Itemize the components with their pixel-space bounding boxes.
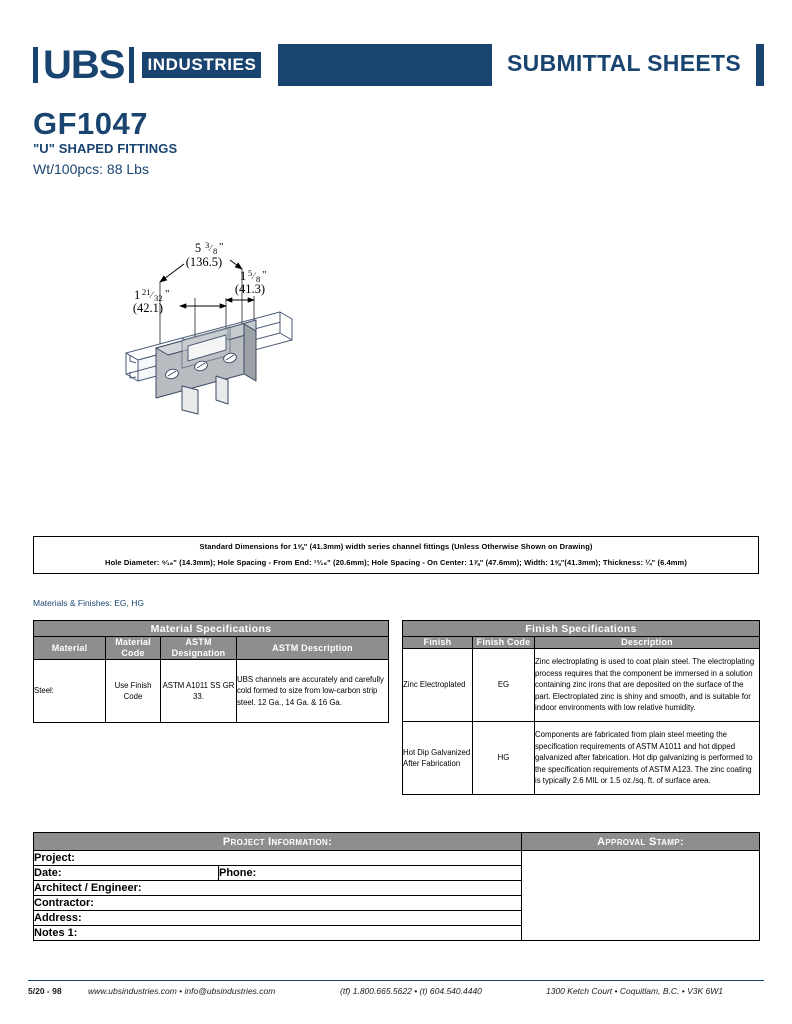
standard-dimensions-box bbox=[33, 536, 759, 574]
svg-text:3: 3 bbox=[205, 240, 210, 250]
field-contractor[interactable]: Contractor: bbox=[34, 896, 522, 911]
svg-text:5: 5 bbox=[248, 268, 253, 278]
company-logo bbox=[28, 40, 278, 90]
col-finish-code: Finish Code bbox=[473, 637, 535, 649]
col-finish-description: Description bbox=[535, 637, 760, 649]
footer-web-contact[interactable]: www.ubsindustries.com • info@ubsindustries.com bbox=[88, 986, 276, 996]
col-material-code: Material Code bbox=[106, 637, 161, 660]
table-header-row bbox=[403, 621, 760, 637]
logo-ubs-text: UBS bbox=[43, 43, 125, 87]
col-material: Material bbox=[34, 637, 106, 660]
svg-text:1: 1 bbox=[134, 288, 141, 302]
field-date[interactable]: Date: bbox=[34, 866, 219, 881]
footer-divider bbox=[28, 980, 764, 981]
field-phone[interactable]: Phone: bbox=[219, 866, 522, 881]
cell-finish-code-eg: EG bbox=[473, 649, 535, 722]
table-row bbox=[34, 660, 389, 723]
cell-astm-designation: ASTM A1011 SS GR 33. bbox=[161, 660, 237, 723]
field-architect-engineer[interactable]: Architect / Engineer: bbox=[34, 881, 522, 896]
table-header-row bbox=[34, 621, 389, 637]
page-title: GF1047 bbox=[33, 106, 149, 141]
approval-stamp-area[interactable] bbox=[522, 851, 760, 941]
field-address[interactable]: Address: bbox=[34, 911, 522, 926]
standard-dimensions-line-1: Standard Dimensions for 1⅝" (41.3mm) width series channel fittings (Unless Otherwise Shown on Drawing) bbox=[199, 542, 593, 551]
cell-finish-description-hg: Components are fabricated from plain steel meeting the specification requirements of ASTM A1011 and hot dipped galvanized after fabrication. Hot dip galvanizing is performed to the specification requirements of ASTM A123. The zinc coating is typically 2.6 MIL or 1.5 oz./sq. ft. of surface area. bbox=[535, 722, 760, 795]
field-project[interactable]: Project: bbox=[34, 851, 522, 866]
svg-text:(136.5): (136.5) bbox=[185, 255, 223, 269]
col-astm-description: ASTM Description bbox=[237, 637, 389, 660]
table-header-row bbox=[403, 637, 760, 649]
svg-text:(41.3): (41.3) bbox=[234, 282, 266, 296]
product-subtitle: "U" SHAPED FITTINGS bbox=[33, 141, 178, 156]
cell-astm-description: UBS channels are accurately and carefully cold formed to size from low-carbon strip steel. 12 Ga., 14 Ga. & 16 Ga. bbox=[237, 660, 389, 723]
col-astm-designation: ASTM Designation bbox=[161, 637, 237, 660]
svg-text:⁄: ⁄ bbox=[253, 271, 255, 281]
logo-left-bar-icon bbox=[33, 47, 38, 83]
submittal-sheets-banner bbox=[492, 40, 756, 86]
svg-text:8: 8 bbox=[256, 274, 261, 284]
footer-phone: (tf) 1.800.665.5622 • (t) 604.540.4440 bbox=[340, 986, 482, 996]
table-row bbox=[403, 649, 760, 722]
project-information-header: Project Information: bbox=[34, 833, 522, 851]
page-footer bbox=[28, 985, 764, 1001]
svg-text:5: 5 bbox=[194, 241, 202, 255]
material-spec-title: Material Specifications bbox=[34, 621, 389, 637]
cell-finish-description-eg: Zinc electroplating is used to coat plain steel. The electroplating process requires that the component be immersed in a solution containing zinc irons that are deposited on the surface of the part. Electroplated zinc is shiny and smooth, and is suitable for indoor environments with low relative humidity. bbox=[535, 649, 760, 722]
cell-finish-code-hg: HG bbox=[473, 722, 535, 795]
svg-text:32: 32 bbox=[154, 293, 163, 303]
product-weight: Wt/100pcs: 88 Lbs bbox=[33, 161, 149, 177]
svg-text:⁄: ⁄ bbox=[151, 290, 153, 300]
cell-material-code: Use Finish Code bbox=[106, 660, 161, 723]
material-specifications-table bbox=[33, 620, 389, 723]
svg-text:(42.1): (42.1) bbox=[132, 301, 164, 315]
col-finish: Finish bbox=[403, 637, 473, 649]
cell-finish-hg: Hot Dip Galvanized After Fabrication bbox=[403, 722, 473, 795]
svg-text:": " bbox=[262, 269, 267, 281]
svg-text:": " bbox=[219, 241, 224, 253]
product-technical-drawing bbox=[120, 228, 380, 418]
cell-finish-eg: Zinc Electroplated bbox=[403, 649, 473, 722]
svg-text:": " bbox=[165, 288, 170, 300]
materials-finishes-label: Materials & Finishes: EG, HG bbox=[33, 598, 145, 608]
logo-right-bar-icon bbox=[129, 47, 134, 83]
svg-text:⁄: ⁄ bbox=[210, 243, 212, 253]
svg-text:1: 1 bbox=[240, 269, 247, 283]
project-information-table[interactable] bbox=[33, 832, 760, 941]
finish-spec-title: Finish Specifications bbox=[403, 621, 760, 637]
approval-stamp-header: Approval Stamp: bbox=[522, 833, 760, 851]
footer-address: 1300 Ketch Court • Coquitlam, B.C. • V3K 6W1 bbox=[546, 986, 723, 996]
footer-date-code: 5/20 - 98 bbox=[28, 986, 62, 996]
svg-text:21: 21 bbox=[142, 287, 151, 297]
table-row bbox=[403, 722, 760, 795]
cell-material: Steel: bbox=[34, 660, 106, 723]
standard-dimensions-line-2: Hole Diameter: ⁹⁄₁₆" (14.3mm); Hole Spacing - From End: ¹³⁄₁₆" (20.6mm); Hole Spacing - On Center: 1⅞" (47.6mm); Width: 1⅝"(41.3mm); Thickness: ¼" (6.4mm) bbox=[105, 558, 687, 567]
project-header-row bbox=[34, 833, 760, 851]
finish-specifications-table bbox=[402, 620, 760, 795]
table-row[interactable] bbox=[34, 851, 760, 866]
logo-ubs-mark bbox=[33, 45, 134, 85]
svg-text:8: 8 bbox=[213, 246, 218, 256]
submittal-sheets-title: SUBMITTAL SHEETS bbox=[507, 49, 741, 76]
logo-industries-text: INDUSTRIES bbox=[142, 52, 261, 78]
field-notes[interactable]: Notes 1: bbox=[34, 926, 522, 941]
table-header-row bbox=[34, 637, 389, 660]
